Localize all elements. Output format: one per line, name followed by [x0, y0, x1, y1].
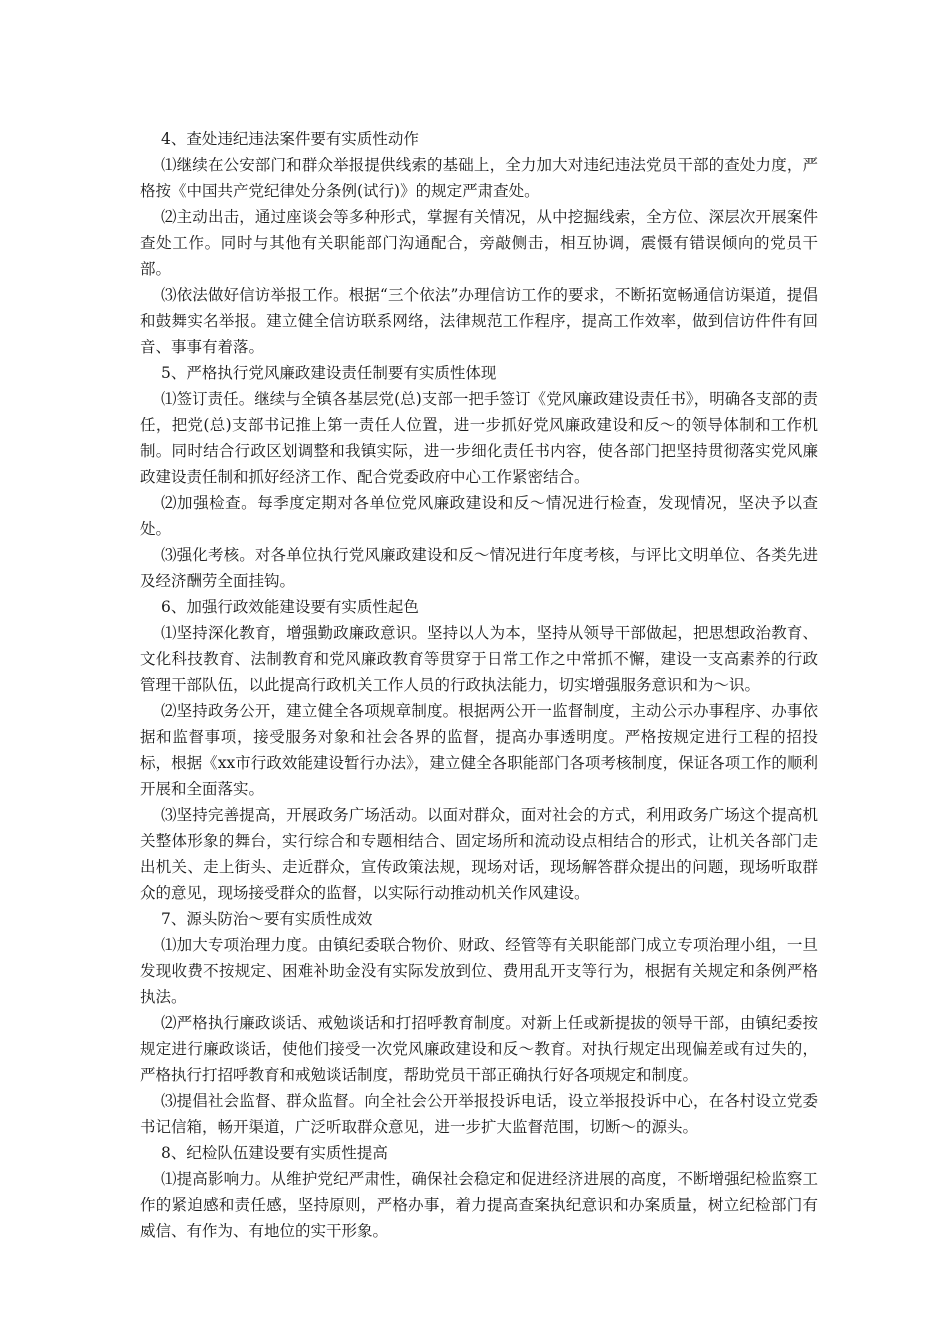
paragraph-4-2: ⑵主动出击，通过座谈会等多种形式，掌握有关情况，从中挖掘线索，全方位、深层次开展案件查处工作。同时与其他有关职能部门沟通配合，旁敲侧击，相互协调，震慑有错误倾向的党员干部。: [140, 208, 818, 278]
section-heading-7: 7、源头防治～要有实质性成效: [161, 910, 373, 928]
paragraph-7-3: ⑶提倡社会监督、群众监督。向全社会公开举报投诉电话，设立举报投诉中心，在各村设立党委书记信箱，畅开渠道，广泛听取群众意见，进一步扩大监督范围，切断～的源头。: [140, 1092, 818, 1136]
paragraph-5-3: ⑶强化考核。对各单位执行党风廉政建设和反～情况进行年度考核，与评比文明单位、各类先进及经济酬劳全面挂钩。: [140, 546, 818, 590]
paragraph-6-1: ⑴坚持深化教育，增强勤政廉政意识。坚持以人为本，坚持从领导干部做起，把思想政治教育、文化科技教育、法制教育和党风廉政教育等贯穿于日常工作之中常抓不懈，建设一支高素养的行政管理干部队伍，以此提高行政机关工作人员的行政执法能力，切实增强服务意识和为～识。: [140, 624, 818, 694]
paragraph-6-3: ⑶坚持完善提高，开展政务广场活动。以面对群众，面对社会的方式，利用政务广场这个提高机关整体形象的舞台，实行综合和专题相结合、固定场所和流动设点相结合的形式，让机关各部门走出机关、走上街头、走近群众，宣传政策法规，现场对话，现场解答群众提出的问题，现场听取群众的意见，现场接受群众的监督，以实际行动推动机关作风建设。: [140, 806, 818, 902]
section-heading-6: 6、加强行政效能建设要有实质性起色: [161, 598, 419, 616]
section-heading-4: 4、查处违纪违法案件要有实质性动作: [161, 130, 419, 148]
paragraph-4-1: ⑴继续在公安部门和群众举报提供线索的基础上，全力加大对违纪违法党员干部的查处力度，严格按《中国共产党纪律处分条例(试行)》的规定严肃查处。: [140, 156, 818, 200]
paragraph-6-2: ⑵坚持政务公开，建立健全各项规章制度。根据两公开一监督制度，主动公示办事程序、办事依据和监督事项，接受服务对象和社会各界的监督，提高办事透明度。严格按规定进行工程的招投标，根据《xx市行政效能建设暂行办法》，建立健全各职能部门各项考核制度，保证各项工作的顺利开展和全面落实。: [140, 702, 818, 798]
paragraph-7-2: ⑵严格执行廉政谈话、戒勉谈话和打招呼教育制度。对新上任或新提拔的领导干部，由镇纪委按规定进行廉政谈话，使他们接受一次党风廉政建设和反～教育。对执行规定出现偏差或有过失的，严格执行打招呼教育和戒勉谈话制度，帮助党员干部正确执行好各项规定和制度。: [140, 1014, 818, 1084]
paragraph-7-1: ⑴加大专项治理力度。由镇纪委联合物价、财政、经管等有关职能部门成立专项治理小组，一旦发现收费不按规定、困难补助金没有实际发放到位、费用乱开支等行为，根据有关规定和条例严格执法。: [140, 936, 818, 1006]
section-heading-5: 5、严格执行党风廉政建设责任制要有实质性体现: [161, 364, 497, 382]
document-page: [140, 126, 818, 1244]
paragraph-8-1: ⑴提高影响力。从维护党纪严肃性，确保社会稳定和促进经济进展的高度，不断增强纪检监察工作的紧迫感和责任感，坚持原则，严格办事，着力提高查案执纪意识和办案质量，树立纪检部门有威信、有作为、有地位的实干形象。: [140, 1170, 818, 1240]
paragraph-5-1: ⑴签订责任。继续与全镇各基层党(总)支部一把手签订《党风廉政建设责任书》，明确各支部的责任，把党(总)支部书记推上第一责任人位置，进一步抓好党风廉政建设和反～的领导体制和工作机制。同时结合行政区划调整和我镇实际，进一步细化责任书内容，使各部门把坚持贯彻落实党风廉政建设责任制和抓好经济工作、配合党委政府中心工作紧密结合。: [140, 390, 818, 486]
section-heading-8: 8、纪检队伍建设要有实质性提高: [161, 1144, 388, 1162]
paragraph-5-2: ⑵加强检查。每季度定期对各单位党风廉政建设和反～情况进行检查，发现情况，坚决予以查处。: [140, 494, 818, 538]
paragraph-4-3: ⑶依法做好信访举报工作。根据“三个依法”办理信访工作的要求，不断拓宽畅通信访渠道，提倡和鼓舞实名举报。建立健全信访联系网络，法律规范工作程序，提高工作效率，做到信访件件有回音、事事有着落。: [140, 286, 818, 356]
